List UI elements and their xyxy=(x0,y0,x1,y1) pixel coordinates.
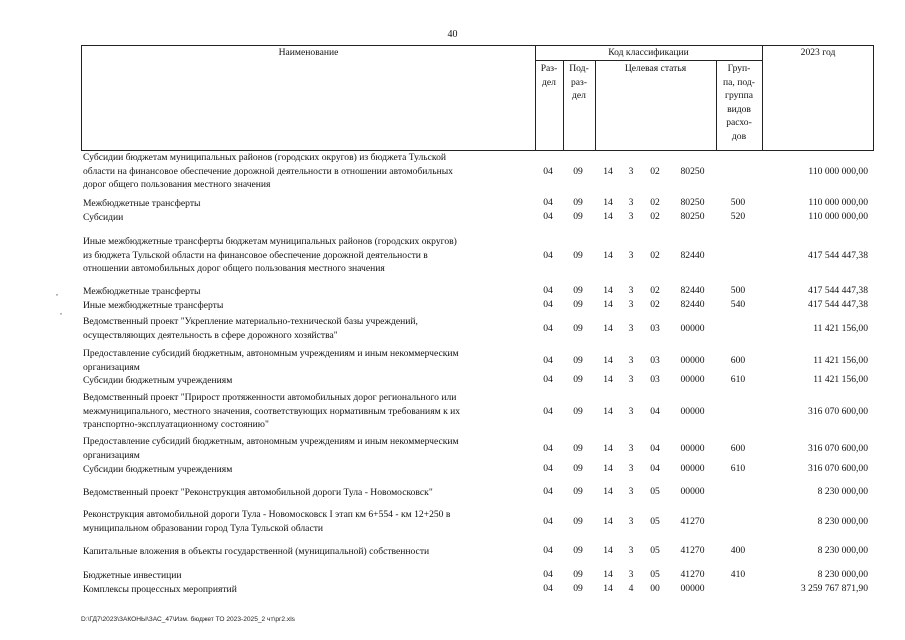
cell-cs3: 04 xyxy=(650,406,660,417)
table-row xyxy=(81,299,874,313)
cell-cs1: 14 xyxy=(603,285,613,296)
cell-cs3: 03 xyxy=(650,323,660,334)
table-row xyxy=(81,211,874,225)
cell-cs3: 02 xyxy=(650,250,660,261)
cell-vr: 520 xyxy=(730,211,746,222)
cell-podrazdel: 09 xyxy=(573,211,583,222)
cell-vr: 500 xyxy=(730,197,746,208)
table-row xyxy=(81,197,874,211)
row-name: Предоставление субсидий бюджетным, автономным учреждениям и иным некоммерческим организациям xyxy=(83,348,459,373)
cell-cs3: 05 xyxy=(650,486,660,497)
table-row xyxy=(81,463,874,477)
header-target-article: Целевая статья xyxy=(624,63,687,74)
cell-cs4: 00000 xyxy=(680,355,705,366)
cell-cs3: 02 xyxy=(650,299,660,310)
table-row xyxy=(81,545,874,565)
table-row xyxy=(81,569,874,583)
cell-cs1: 14 xyxy=(603,211,613,222)
cell-podrazdel: 09 xyxy=(573,545,583,556)
table-row xyxy=(81,486,874,504)
header-code-group: Код классификации xyxy=(608,47,689,58)
cell-cs3: 02 xyxy=(650,197,660,208)
row-name: Ведомственный проект "Прирост протяженности автомобильных дорог регионального или межмуниципального, местного значения, соответствующих нормативным требованиям к их транспортно-эксплуатационному состоянию" xyxy=(83,392,461,431)
cell-sum: 110 000 000,00 xyxy=(808,166,868,177)
row-name: Реконструкция автомобильной дороги Тула - Новомосковск I этап км 6+554 - км 12+250 в муниципальном образовании город Тула Тульской области xyxy=(83,509,451,534)
row-name: Ведомственный проект "Укрепление материально-технической базы учреждений, осуществляющих деятельность в сфере дорожного хозяйства" xyxy=(83,316,418,341)
table-row xyxy=(81,583,874,597)
cell-razdel: 04 xyxy=(543,355,553,366)
header-expense-group: Груп- па, под- группа видов расхо- дов xyxy=(723,63,755,142)
cell-cs2: 3 xyxy=(628,355,634,366)
cell-razdel: 04 xyxy=(543,516,553,527)
cell-cs2: 3 xyxy=(628,211,634,222)
cell-razdel: 04 xyxy=(543,486,553,497)
cell-cs1: 14 xyxy=(603,374,613,385)
row-name: Субсидии бюджетам муниципальных районов (городских округов) из бюджета Тульской области на финансовое обеспечение дорожной деятельности в отношении автомобильных дорог общего пользования местного значения xyxy=(83,152,453,191)
cell-cs2: 3 xyxy=(628,463,634,474)
cell-cs1: 14 xyxy=(603,463,613,474)
table-row xyxy=(81,285,874,299)
cell-cs4: 00000 xyxy=(680,463,705,474)
cell-cs2: 3 xyxy=(628,323,634,334)
row-name: Предоставление субсидий бюджетным, автономным учреждениям и иным некоммерческим организациям xyxy=(83,436,459,461)
table-header xyxy=(81,45,874,151)
cell-cs2: 3 xyxy=(628,299,634,310)
table-row xyxy=(81,391,874,433)
cell-cs4: 80250 xyxy=(680,211,705,222)
row-name: Межбюджетные трансферты xyxy=(83,286,201,297)
cell-podrazdel: 09 xyxy=(573,516,583,527)
cell-podrazdel: 09 xyxy=(573,569,583,580)
cell-cs3: 05 xyxy=(650,516,660,527)
row-name: Субсидии xyxy=(83,212,124,223)
cell-razdel: 04 xyxy=(543,166,553,177)
cell-cs4: 41270 xyxy=(680,545,705,556)
cell-vr: 540 xyxy=(730,299,746,310)
cell-cs1: 14 xyxy=(603,197,613,208)
cell-cs2: 4 xyxy=(628,583,634,594)
cell-cs1: 14 xyxy=(603,323,613,334)
file-path-footer: D:\ГД7\2023\ЗАКОНЫ\ЗАС_47\Изм. бюджет ТО 2023-2025_2 чт\рг2.xls xyxy=(81,616,295,623)
cell-sum: 110 000 000,00 xyxy=(808,211,868,222)
header-year: 2023 год xyxy=(800,47,836,58)
cell-sum: 8 230 000,00 xyxy=(817,516,868,527)
cell-cs4: 80250 xyxy=(680,166,705,177)
cell-cs3: 02 xyxy=(650,166,660,177)
cell-razdel: 04 xyxy=(543,545,553,556)
cell-vr: 500 xyxy=(730,285,746,296)
cell-cs3: 02 xyxy=(650,285,660,296)
cell-cs2: 3 xyxy=(628,406,634,417)
cell-cs3: 02 xyxy=(650,211,660,222)
table-row xyxy=(81,374,874,388)
header-razdel: Раз- дел xyxy=(540,63,558,88)
cell-sum: 11 421 156,00 xyxy=(813,355,868,366)
cell-razdel: 04 xyxy=(543,583,553,594)
cell-razdel: 04 xyxy=(543,250,553,261)
cell-cs2: 3 xyxy=(628,197,634,208)
cell-sum: 8 230 000,00 xyxy=(817,569,868,580)
table-row xyxy=(81,315,874,345)
row-name: Комплексы процессных мероприятий xyxy=(83,584,237,595)
row-name: Капитальные вложения в объекты государственной (муниципальной) собственности xyxy=(83,546,430,557)
cell-cs3: 03 xyxy=(650,355,660,366)
cell-podrazdel: 09 xyxy=(573,285,583,296)
cell-cs4: 00000 xyxy=(680,583,705,594)
cell-cs4: 00000 xyxy=(680,443,705,454)
row-name: Иные межбюджетные трансферты xyxy=(83,300,224,311)
table-row xyxy=(81,235,874,277)
cell-vr: 610 xyxy=(730,374,746,385)
cell-cs2: 3 xyxy=(628,516,634,527)
header-name: Наименование xyxy=(278,47,339,58)
cell-sum: 417 544 447,38 xyxy=(808,250,868,261)
cell-cs4: 80250 xyxy=(680,197,705,208)
cell-cs1: 14 xyxy=(603,583,613,594)
cell-razdel: 04 xyxy=(543,443,553,454)
cell-cs4: 82440 xyxy=(680,250,705,261)
cell-vr: 600 xyxy=(730,355,746,366)
cell-razdel: 04 xyxy=(543,323,553,334)
cell-podrazdel: 09 xyxy=(573,197,583,208)
cell-sum: 316 070 600,00 xyxy=(808,406,868,417)
row-name: Ведомственный проект "Реконструкция автомобильной дороги Тула - Новомосковск" xyxy=(83,487,433,498)
cell-sum: 11 421 156,00 xyxy=(813,374,868,385)
cell-vr: 410 xyxy=(730,569,746,580)
row-name: Субсидии бюджетным учреждениям xyxy=(83,464,233,475)
cell-podrazdel: 09 xyxy=(573,323,583,334)
cell-podrazdel: 09 xyxy=(573,443,583,454)
margin-mark: , xyxy=(56,288,58,297)
cell-razdel: 04 xyxy=(543,285,553,296)
cell-cs1: 14 xyxy=(603,569,613,580)
cell-cs4: 41270 xyxy=(680,569,705,580)
cell-sum: 316 070 600,00 xyxy=(808,443,868,454)
cell-cs4: 82440 xyxy=(680,299,705,310)
cell-sum: 316 070 600,00 xyxy=(808,463,868,474)
cell-podrazdel: 09 xyxy=(573,406,583,417)
cell-vr: 600 xyxy=(730,443,746,454)
cell-sum: 417 544 447,38 xyxy=(808,285,868,296)
cell-sum: 8 230 000,00 xyxy=(817,486,868,497)
cell-cs4: 00000 xyxy=(680,406,705,417)
cell-sum: 3 259 767 871,90 xyxy=(800,583,868,594)
table-row xyxy=(81,435,874,463)
cell-cs2: 3 xyxy=(628,285,634,296)
cell-cs3: 03 xyxy=(650,374,660,385)
header-podrazdel: Под- раз- дел xyxy=(569,63,589,101)
cell-cs1: 14 xyxy=(603,406,613,417)
cell-sum: 11 421 156,00 xyxy=(813,323,868,334)
cell-vr: 610 xyxy=(730,463,746,474)
cell-cs1: 14 xyxy=(603,166,613,177)
cell-cs2: 3 xyxy=(628,443,634,454)
cell-podrazdel: 09 xyxy=(573,250,583,261)
cell-cs4: 82440 xyxy=(680,285,705,296)
cell-cs1: 14 xyxy=(603,516,613,527)
cell-sum: 417 544 447,38 xyxy=(808,299,868,310)
cell-podrazdel: 09 xyxy=(573,486,583,497)
cell-cs1: 14 xyxy=(603,250,613,261)
margin-mark: , xyxy=(60,307,62,316)
cell-cs1: 14 xyxy=(603,355,613,366)
cell-cs1: 14 xyxy=(603,443,613,454)
cell-cs1: 14 xyxy=(603,486,613,497)
cell-razdel: 04 xyxy=(543,211,553,222)
cell-podrazdel: 09 xyxy=(573,374,583,385)
cell-cs4: 00000 xyxy=(680,374,705,385)
cell-cs3: 05 xyxy=(650,545,660,556)
cell-cs1: 14 xyxy=(603,545,613,556)
table-row xyxy=(81,347,874,375)
cell-cs2: 3 xyxy=(628,486,634,497)
cell-cs1: 14 xyxy=(603,299,613,310)
table-row xyxy=(81,508,874,544)
cell-sum: 110 000 000,00 xyxy=(808,197,868,208)
budget-table xyxy=(81,45,874,595)
cell-razdel: 04 xyxy=(543,374,553,385)
cell-cs2: 3 xyxy=(628,545,634,556)
row-name: Бюджетные инвестиции xyxy=(83,570,182,581)
cell-cs2: 3 xyxy=(628,166,634,177)
row-name: Иные межбюджетные трансферты бюджетам муниципальных районов (городских округов) из бюджета Тульской области на финансовое обеспечение дорожной деятельности в отношении автомобильных дорог общего пользования местного значения xyxy=(83,236,457,275)
page-number: 40 xyxy=(447,29,458,40)
cell-podrazdel: 09 xyxy=(573,463,583,474)
cell-cs4: 00000 xyxy=(680,486,705,497)
cell-cs2: 3 xyxy=(628,569,634,580)
cell-razdel: 04 xyxy=(543,569,553,580)
cell-cs4: 41270 xyxy=(680,516,705,527)
cell-cs3: 04 xyxy=(650,443,660,454)
cell-podrazdel: 09 xyxy=(573,355,583,366)
cell-cs3: 00 xyxy=(650,583,660,594)
cell-cs3: 05 xyxy=(650,569,660,580)
cell-razdel: 04 xyxy=(543,406,553,417)
cell-razdel: 04 xyxy=(543,299,553,310)
cell-cs4: 00000 xyxy=(680,323,705,334)
cell-cs3: 04 xyxy=(650,463,660,474)
cell-cs2: 3 xyxy=(628,374,634,385)
cell-razdel: 04 xyxy=(543,463,553,474)
row-name: Межбюджетные трансферты xyxy=(83,198,201,209)
cell-podrazdel: 09 xyxy=(573,583,583,594)
cell-sum: 8 230 000,00 xyxy=(817,545,868,556)
cell-podrazdel: 09 xyxy=(573,299,583,310)
cell-vr: 400 xyxy=(730,545,746,556)
cell-razdel: 04 xyxy=(543,197,553,208)
cell-cs2: 3 xyxy=(628,250,634,261)
table-row xyxy=(81,151,874,197)
cell-podrazdel: 09 xyxy=(573,166,583,177)
row-name: Субсидии бюджетным учреждениям xyxy=(83,375,233,386)
